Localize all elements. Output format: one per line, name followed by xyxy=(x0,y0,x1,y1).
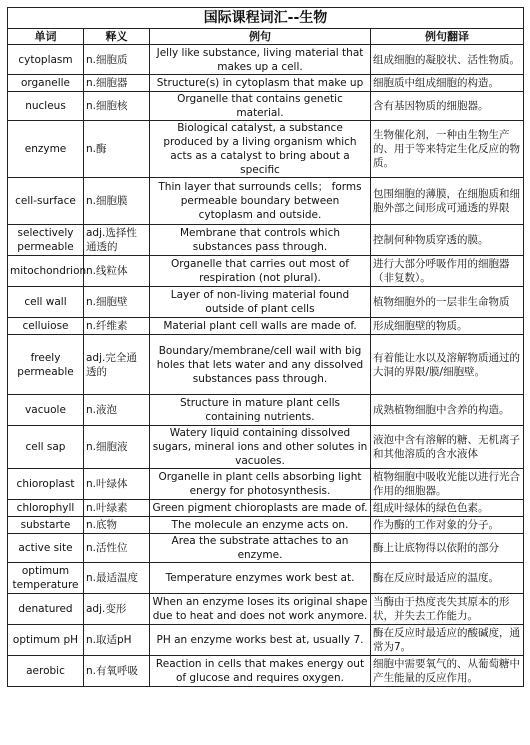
word-cell: enzyme xyxy=(8,121,84,178)
table-row xyxy=(8,178,524,225)
example-cell: Area the substrate attaches to an enzyme. xyxy=(150,534,371,563)
word-cell: denatured xyxy=(8,594,84,625)
word-cell: selectively permeable xyxy=(8,225,84,256)
translation-cell: 形成细胞壁的物质。 xyxy=(371,318,524,335)
table-row xyxy=(8,395,524,426)
example-cell: Thin layer that surrounds cells； forms permeable boundary between cytoplasm and outside. xyxy=(150,178,371,225)
word-cell: cytoplasm xyxy=(8,45,84,75)
table-row xyxy=(8,426,524,469)
definition-cell: n.细胞器 xyxy=(84,75,150,92)
table-row xyxy=(8,625,524,656)
translation-cell: 细胞质中组成细胞的构造。 xyxy=(371,75,524,92)
word-cell: organelle xyxy=(8,75,84,92)
title-row xyxy=(8,8,524,29)
word-cell: nucleus xyxy=(8,92,84,121)
table-row xyxy=(8,563,524,594)
definition-cell: n.细胞壁 xyxy=(84,287,150,318)
example-cell: Material plant cell walls are made of. xyxy=(150,318,371,335)
definition-cell: adj.选择性通透的 xyxy=(84,225,150,256)
definition-cell: adj.完全通透的 xyxy=(84,335,150,395)
vocabulary-table xyxy=(7,7,524,687)
header-row xyxy=(8,29,524,45)
word-cell: active site xyxy=(8,534,84,563)
definition-cell: n.细胞质 xyxy=(84,45,150,75)
table-row xyxy=(8,594,524,625)
example-cell: Jelly like substance, living material that makes up a cell. xyxy=(150,45,371,75)
definition-cell: adj.变形 xyxy=(84,594,150,625)
definition-cell: n.细胞膜 xyxy=(84,178,150,225)
example-cell: Reaction in cells that makes energy out of glucose and requires oxygen. xyxy=(150,656,371,687)
translation-cell: 生物催化剂，一种由生物生产的、用于等来特定生化反应的物质。 xyxy=(371,121,524,178)
table-row xyxy=(8,75,524,92)
translation-cell: 包围细胞的薄膜，在细胞质和细胞外部之间形成可通透的界限 xyxy=(371,178,524,225)
word-cell: optimum pH xyxy=(8,625,84,656)
example-cell: Temperature enzymes work best at. xyxy=(150,563,371,594)
definition-cell: n.细胞液 xyxy=(84,426,150,469)
definition-cell: n.酶 xyxy=(84,121,150,178)
table-row xyxy=(8,225,524,256)
word-cell: cell-surface xyxy=(8,178,84,225)
word-cell: substarte xyxy=(8,517,84,534)
translation-cell: 酶上让底物得以依附的部分 xyxy=(371,534,524,563)
example-cell: Organelle in plant cells absorbing light energy for photosynthesis. xyxy=(150,469,371,500)
translation-cell: 酶在反应时最适应的温度。 xyxy=(371,563,524,594)
header-definition: 释义 xyxy=(84,29,150,45)
translation-cell: 组成细胞的凝胶状、活性物质。 xyxy=(371,45,524,75)
table-row xyxy=(8,335,524,395)
vocabulary-sheet xyxy=(7,7,523,687)
example-cell: Green pigment chioroplasts are made of. xyxy=(150,500,371,517)
translation-cell: 有着能让水以及溶解物质通过的大洞的界限/膜/细胞壁。 xyxy=(371,335,524,395)
example-cell: Boundary/membrane/cell wail with big holes that lets water and any dissolved substances pass through. xyxy=(150,335,371,395)
table-row xyxy=(8,287,524,318)
example-cell: Watery liquid containing dissolved sugars, mineral ions and other solutes in vacuoles. xyxy=(150,426,371,469)
example-cell: Organelle that carries out most of respiration (not plural). xyxy=(150,256,371,287)
translation-cell: 液泡中含有溶解的糖、无机离子和其他溶质的含水液体 xyxy=(371,426,524,469)
translation-cell: 组成叶绿体的绿色色素。 xyxy=(371,500,524,517)
word-cell: chlorophyll xyxy=(8,500,84,517)
translation-cell: 细胞中需要氧气的、从葡萄糖中产生能量的反应作用。 xyxy=(371,656,524,687)
translation-cell: 含有基因物质的细胞器。 xyxy=(371,92,524,121)
table-row xyxy=(8,318,524,335)
table-row xyxy=(8,45,524,75)
definition-cell: n.叶绿素 xyxy=(84,500,150,517)
word-cell: aerobic xyxy=(8,656,84,687)
table-row xyxy=(8,656,524,687)
header-example: 例句 xyxy=(150,29,371,45)
example-cell: Structure in mature plant cells containing nutrients. xyxy=(150,395,371,426)
definition-cell: n.纤维素 xyxy=(84,318,150,335)
definition-cell: n.最适温度 xyxy=(84,563,150,594)
word-cell: freely permeable xyxy=(8,335,84,395)
word-cell: vacuole xyxy=(8,395,84,426)
table-row xyxy=(8,517,524,534)
header-word: 单词 xyxy=(8,29,84,45)
translation-cell: 成熟植物细胞中含养的构造。 xyxy=(371,395,524,426)
translation-cell: 作为酶的工作对象的分子。 xyxy=(371,517,524,534)
word-cell: cell sap xyxy=(8,426,84,469)
table-row xyxy=(8,469,524,500)
translation-cell: 植物细胞外的一层非生命物质 xyxy=(371,287,524,318)
table-row xyxy=(8,256,524,287)
word-cell: optimum temperature xyxy=(8,563,84,594)
translation-cell: 植物细胞中吸收光能以进行光合作用的细胞器。 xyxy=(371,469,524,500)
translation-cell: 进行大部分呼吸作用的细胞器（非复数）。 xyxy=(371,256,524,287)
definition-cell: n.活性位 xyxy=(84,534,150,563)
definition-cell: n.有氧呼吸 xyxy=(84,656,150,687)
definition-cell: n.线粒体 xyxy=(84,256,150,287)
definition-cell: n.液泡 xyxy=(84,395,150,426)
table-row xyxy=(8,500,524,517)
table-row xyxy=(8,121,524,178)
definition-cell: n.底物 xyxy=(84,517,150,534)
word-cell: cell wall xyxy=(8,287,84,318)
word-cell: celluiose xyxy=(8,318,84,335)
table-row xyxy=(8,534,524,563)
example-cell: Layer of non-living material found outside of plant cells xyxy=(150,287,371,318)
word-cell: chioroplast xyxy=(8,469,84,500)
example-cell: Structure(s) in cytoplasm that make up xyxy=(150,75,371,92)
page-title: 国际课程词汇--生物 xyxy=(8,8,524,29)
word-cell: mitochondrion xyxy=(8,256,84,287)
header-translation: 例句翻译 xyxy=(371,29,524,45)
example-cell: Organelle that contains genetic material. xyxy=(150,92,371,121)
translation-cell: 酶在反应时最适应的酸碱度，通常为7。 xyxy=(371,625,524,656)
translation-cell: 当酶由于热度丧失其原本的形状，并失去工作能力。 xyxy=(371,594,524,625)
example-cell: When an enzyme loses its original shape due to heat and does not work anymore. xyxy=(150,594,371,625)
example-cell: Biological catalyst, a substance produced by a living organism which acts as a catalyst to bring about a specific xyxy=(150,121,371,178)
definition-cell: n.叶绿体 xyxy=(84,469,150,500)
definition-cell: n.取适pH xyxy=(84,625,150,656)
example-cell: PH an enzyme works best at, usually 7. xyxy=(150,625,371,656)
table-row xyxy=(8,92,524,121)
translation-cell: 控制何种物质穿透的膜。 xyxy=(371,225,524,256)
definition-cell: n.细胞核 xyxy=(84,92,150,121)
example-cell: The molecule an enzyme acts on. xyxy=(150,517,371,534)
example-cell: Membrane that controls which substances pass through. xyxy=(150,225,371,256)
